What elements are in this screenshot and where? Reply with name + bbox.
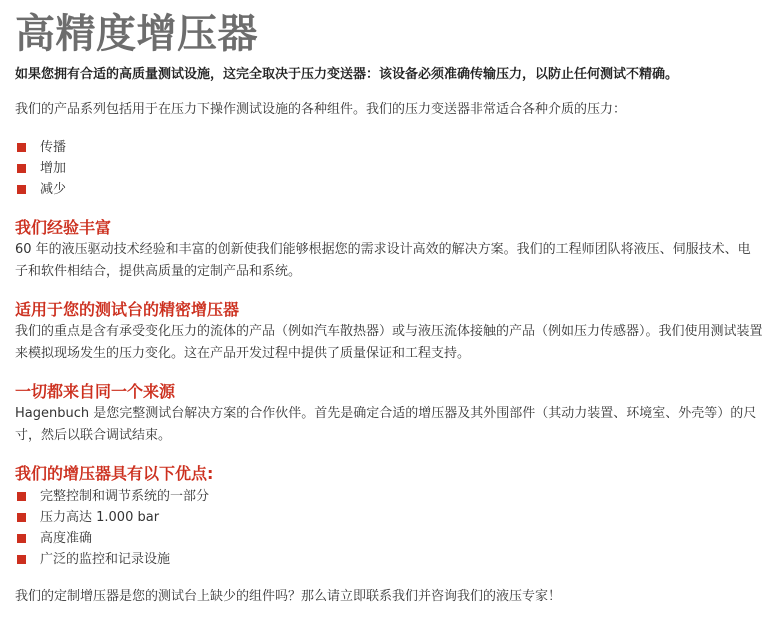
list-item <box>15 528 209 549</box>
list-item-label: 减少 <box>40 182 67 197</box>
lead-paragraph: 如果您拥有合适的高质量测试设施，这完全取决于压力变送器：该设备必须准确传输压力，以防止任何测试不精确。 <box>15 67 679 82</box>
section-heading-precision: 适用于您的测试台的精密增压器 <box>15 300 240 319</box>
square-bullet-icon <box>17 492 26 501</box>
advantages-list <box>15 486 209 570</box>
list-item-label: 压力高达 1.000 bar <box>40 510 160 525</box>
list-item-label: 完整控制和调节系统的一部分 <box>40 489 210 504</box>
list-item <box>15 549 209 570</box>
list-item-label: 传播 <box>40 140 67 155</box>
intro-list <box>15 137 66 200</box>
square-bullet-icon <box>17 555 26 564</box>
section-text-precision: 我们的重点是含有承受变化压力的流体的产品（例如汽车散热器）或与液压流体接触的产品（例如压力传感器）。我们使用测试装置来模拟现场发生的压力变化。这在产品开发过程中提供了质量保证和工程支持。 <box>15 324 763 361</box>
square-bullet-icon <box>17 185 26 194</box>
square-bullet-icon <box>17 164 26 173</box>
list-item-label: 高度准确 <box>40 531 93 546</box>
list-item <box>15 137 66 158</box>
square-bullet-icon <box>17 513 26 522</box>
list-item <box>15 179 66 200</box>
intro-paragraph: 我们的产品系列包括用于在压力下操作测试设施的各种组件。我们的压力变送器非常适合各种介质的压力： <box>15 102 627 117</box>
section-heading-experience: 我们经验丰富 <box>15 218 112 237</box>
square-bullet-icon <box>17 534 26 543</box>
list-item <box>15 507 209 528</box>
list-item-label: 增加 <box>40 161 67 176</box>
page-title: 高精度增压器 <box>15 11 258 57</box>
closing-paragraph: 我们的定制增压器是您的测试台上缺少的组件吗？那么请立即联系我们并咨询我们的液压专家！ <box>15 589 562 604</box>
section-heading-advantages: 我们的增压器具有以下优点: <box>15 464 214 483</box>
square-bullet-icon <box>17 143 26 152</box>
list-item <box>15 158 66 179</box>
section-text-single-source: Hagenbuch 是您完整测试台解决方案的合作伙伴。首先是确定合适的增压器及其外围部件（其动力装置、环境室、外壳等）的尺寸，然后以联合调试结束。 <box>15 406 757 443</box>
list-item-label: 广泛的监控和记录设施 <box>40 552 171 567</box>
list-item <box>15 486 209 507</box>
section-heading-single-source: 一切都来自同一个来源 <box>15 382 176 401</box>
section-text-experience: 60 年的液压驱动技术经验和丰富的创新使我们能够根据您的需求设计高效的解决方案。我们的工程师团队将液压、伺服技术、电子和软件相结合，提供高质量的定制产品和系统。 <box>15 242 751 279</box>
